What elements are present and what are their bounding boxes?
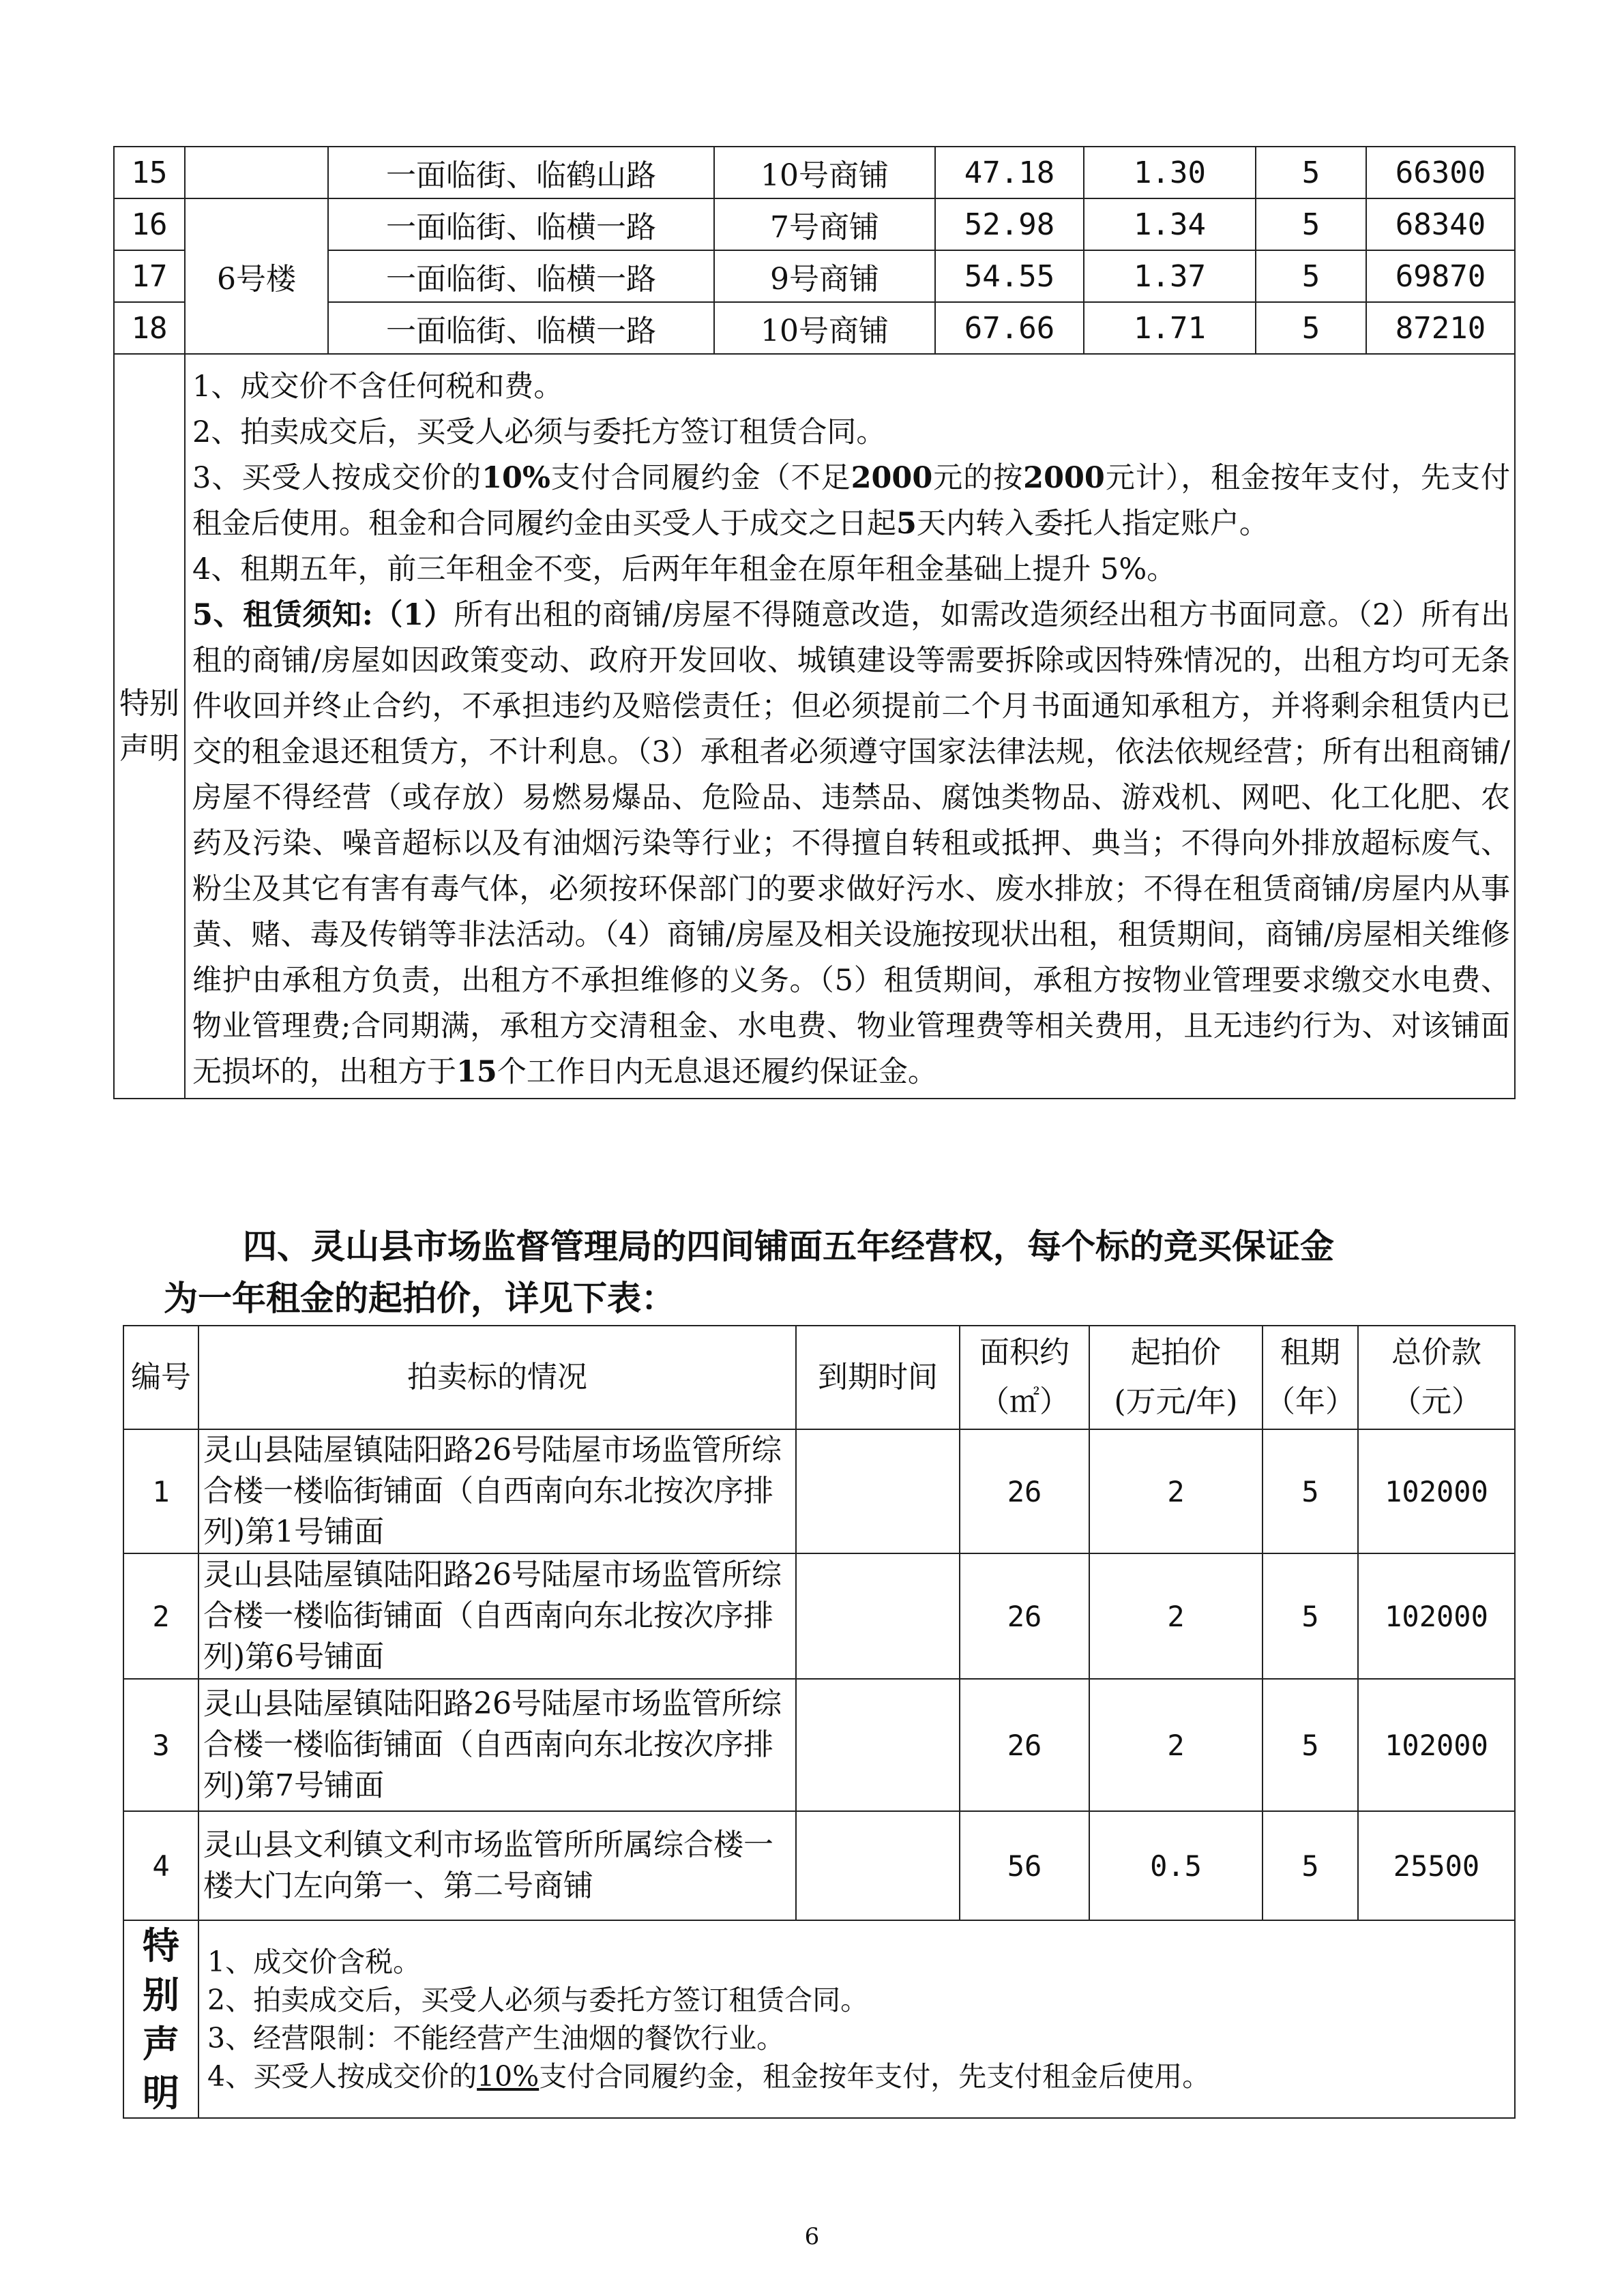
term-cell: 5 bbox=[1263, 1679, 1358, 1811]
price-cell: 1.34 bbox=[1084, 198, 1256, 250]
header-area-line2: （㎡） bbox=[979, 1384, 1069, 1419]
note-2: 2、拍卖成交后，买受人必须与委托方签订租赁合同。 bbox=[192, 415, 886, 449]
header-total bbox=[1358, 1326, 1515, 1429]
note-3-part: 3、买受人按成交价的 bbox=[192, 461, 482, 495]
situation-cell: 一面临街、临鹤山路 bbox=[328, 147, 714, 198]
area-cell: 52.98 bbox=[935, 198, 1084, 250]
header-price-line1: 起拍价 bbox=[1131, 1335, 1221, 1370]
table-row bbox=[123, 1553, 1515, 1679]
description-cell: 灵山县陆屋镇陆阳路26号陆屋市场监管所综合楼一楼临街铺面（自西南向东北按次序排列)第6号铺面 bbox=[198, 1553, 796, 1679]
term-cell: 5 bbox=[1263, 1429, 1358, 1553]
term-cell: 5 bbox=[1256, 147, 1366, 198]
row-number: 16 bbox=[114, 198, 185, 250]
row-number: 4 bbox=[123, 1811, 198, 1920]
building-cell-empty bbox=[185, 147, 328, 198]
note-4-part: 4、买受人按成交价的 bbox=[207, 2060, 477, 2093]
special-notes-label-text: 特别声明 bbox=[119, 686, 179, 766]
table-row bbox=[114, 198, 1515, 250]
note-3-bold: 2000 bbox=[1023, 461, 1105, 495]
section-heading bbox=[164, 1221, 1460, 1324]
header-situation: 拍卖标的情况 bbox=[198, 1326, 796, 1429]
header-total-line2: （元） bbox=[1391, 1384, 1481, 1419]
section-heading-line-1: 四、灵山县市场监督管理局的四间铺面五年经营权，每个标的竞买保证金 bbox=[243, 1226, 1334, 1266]
note-3-bold: 2000 bbox=[851, 461, 933, 495]
total-cell: 69870 bbox=[1366, 250, 1515, 302]
total-cell: 25500 bbox=[1358, 1811, 1515, 1920]
price-cell: 1.37 bbox=[1084, 250, 1256, 302]
row-number: 1 bbox=[123, 1429, 198, 1553]
rental-table-continued bbox=[113, 146, 1516, 1099]
header-term-line1: 租期 bbox=[1280, 1335, 1340, 1370]
expiry-cell bbox=[796, 1429, 960, 1553]
term-cell: 5 bbox=[1256, 250, 1366, 302]
building-cell: 6号楼 bbox=[185, 198, 328, 354]
area-cell: 47.18 bbox=[935, 147, 1084, 198]
header-total-line1: 总价款 bbox=[1391, 1335, 1481, 1370]
area-cell: 26 bbox=[960, 1679, 1089, 1811]
expiry-cell bbox=[796, 1679, 960, 1811]
header-row bbox=[123, 1326, 1515, 1429]
note-5-bold: 5、租赁须知:（1） bbox=[192, 598, 454, 632]
row-number: 2 bbox=[123, 1553, 198, 1679]
note-4-part: 支付合同履约金，租金按年支付，先支付租金后使用。 bbox=[539, 2060, 1211, 2093]
price-cell: 2 bbox=[1089, 1553, 1263, 1679]
special-notes-label bbox=[114, 354, 185, 1099]
label-char: 特 bbox=[143, 1924, 179, 1967]
note-3-bold: 10% bbox=[482, 461, 550, 495]
total-cell: 102000 bbox=[1358, 1553, 1515, 1679]
expiry-cell bbox=[796, 1553, 960, 1679]
description-cell: 灵山县陆屋镇陆阳路26号陆屋市场监管所综合楼一楼临街铺面（自西南向东北按次序排列)第7号铺面 bbox=[198, 1679, 796, 1811]
total-cell: 102000 bbox=[1358, 1429, 1515, 1553]
shop-cell: 9号商铺 bbox=[714, 250, 935, 302]
note-4 bbox=[207, 2057, 1509, 2096]
term-cell: 5 bbox=[1263, 1811, 1358, 1920]
auction-table bbox=[123, 1325, 1516, 2119]
header-term-line2: （年） bbox=[1265, 1384, 1355, 1419]
expiry-cell bbox=[796, 1811, 960, 1920]
header-price-line2: (万元/年) bbox=[1114, 1384, 1238, 1419]
header-price bbox=[1089, 1326, 1263, 1429]
area-cell: 67.66 bbox=[935, 302, 1084, 354]
situation-cell: 一面临街、临横一路 bbox=[328, 198, 714, 250]
total-cell: 66300 bbox=[1366, 147, 1515, 198]
total-cell: 87210 bbox=[1366, 302, 1515, 354]
price-cell: 2 bbox=[1089, 1679, 1263, 1811]
special-notes-label bbox=[123, 1920, 198, 2118]
special-notes-row bbox=[114, 354, 1515, 1099]
header-expiry: 到期时间 bbox=[796, 1326, 960, 1429]
description-cell: 灵山县陆屋镇陆阳路26号陆屋市场监管所综合楼一楼临街铺面（自西南向东北按次序排列)第1号铺面 bbox=[198, 1429, 796, 1553]
area-cell: 26 bbox=[960, 1429, 1089, 1553]
table-row bbox=[123, 1429, 1515, 1553]
term-cell: 5 bbox=[1256, 302, 1366, 354]
label-char: 明 bbox=[143, 2071, 179, 2115]
row-number: 15 bbox=[114, 147, 185, 198]
note-1: 1、成交价不含任何税和费。 bbox=[192, 370, 563, 404]
table-row bbox=[123, 1679, 1515, 1811]
price-cell: 0.5 bbox=[1089, 1811, 1263, 1920]
page-number: 6 bbox=[804, 2223, 820, 2250]
term-cell: 5 bbox=[1263, 1553, 1358, 1679]
note-4: 4、租期五年，前三年租金不变，后两年年租金在原年租金基础上提升 5%。 bbox=[192, 552, 1177, 586]
header-area bbox=[960, 1326, 1089, 1429]
area-cell: 54.55 bbox=[935, 250, 1084, 302]
section-heading-line-2: 为一年租金的起拍价，详见下表： bbox=[164, 1278, 675, 1318]
special-notes-row bbox=[123, 1920, 1515, 2118]
note-3-part: 元的按 bbox=[932, 461, 1024, 495]
situation-cell: 一面临街、临横一路 bbox=[328, 250, 714, 302]
shop-cell: 10号商铺 bbox=[714, 147, 935, 198]
situation-cell: 一面临街、临横一路 bbox=[328, 302, 714, 354]
area-cell: 26 bbox=[960, 1553, 1089, 1679]
term-cell: 5 bbox=[1256, 198, 1366, 250]
price-cell: 2 bbox=[1089, 1429, 1263, 1553]
special-notes-text bbox=[198, 1920, 1515, 2118]
note-3-part: 支付合同履约金（不足 bbox=[550, 461, 851, 495]
price-cell: 1.71 bbox=[1084, 302, 1256, 354]
total-cell: 102000 bbox=[1358, 1679, 1515, 1811]
note-2: 2、拍卖成交后，买受人必须与委托方签订租赁合同。 bbox=[207, 1984, 869, 2016]
header-area-line1: 面积约 bbox=[979, 1335, 1069, 1370]
note-3-bold: 5 bbox=[896, 507, 917, 541]
area-cell: 56 bbox=[960, 1811, 1089, 1920]
note-3-part: 天内转入委托人指定账户。 bbox=[916, 507, 1269, 541]
note-3-part: 元计），租金按年支付，先支付租金后使用。租金和合同履约金由买受人于成交之日起 bbox=[192, 461, 1511, 541]
header-no: 编号 bbox=[123, 1326, 198, 1429]
table-row bbox=[114, 147, 1515, 198]
description-cell: 灵山县文利镇文利市场监管所所属综合楼一楼大门左向第一、第二号商铺 bbox=[198, 1811, 796, 1920]
note-4-underlined: 10% bbox=[477, 2060, 540, 2093]
table-row bbox=[123, 1811, 1515, 1920]
note-3 bbox=[192, 456, 1510, 547]
note-5-part: 所有出租的商铺/房屋不得随意改造，如需改造须经出租方书面同意。（2）所有出租的商铺/房屋如因政策变动、政府开发回收、城镇建设等需要拆除或因特殊情况的，出租方均可无条件收回并终止合约，不承担违约及赔偿责任；但必须提前二个月书面通知承租方，并将剩余租赁内已交的租金退还租赁方，不计利息。（3）承租者必须遵守国家法律法规，依法依规经营；所有出租商铺/房屋不得经营（或存放）易燃易爆品、危险品、违禁品、腐蚀类物品、游戏机、网吧、化工化肥、农药及污染、噪音超标以及有油烟污染等行业；不得擅自转租或抵押、典当；不得向外排放超标废气、粉尘及其它有害有毒气体，必须按环保部门的要求做好污水、废水排放；不得在租赁商铺/房屋内从事黄、赌、毒及传销等非法活动。（4）商铺/房屋及相关设施按现状出租，租赁期间，商铺/房屋相关维修维护由承租方负责，出租方不承担维修的义务。（5）租赁期间，承租方按物业管理要求缴交水电费、物业管理费;合同期满，承租方交清租金、水电费、物业管理费等相关费用，且无违约行为、对该铺面无损坏的，出租方于 bbox=[192, 598, 1510, 1089]
note-1: 1、成交价含税。 bbox=[207, 1945, 422, 1978]
note-5-part: 个工作日内无息退还履约保证金。 bbox=[497, 1055, 937, 1089]
label-char: 声 bbox=[143, 2022, 179, 2066]
note-5-bold: 15 bbox=[456, 1055, 497, 1089]
shop-cell: 10号商铺 bbox=[714, 302, 935, 354]
label-char: 别 bbox=[143, 1973, 179, 2016]
note-5 bbox=[192, 593, 1510, 1095]
total-cell: 68340 bbox=[1366, 198, 1515, 250]
special-notes-text bbox=[185, 354, 1515, 1099]
header-term bbox=[1263, 1326, 1358, 1429]
note-3: 3、经营限制：不能经营产生油烟的餐饮行业。 bbox=[207, 2022, 785, 2055]
price-cell: 1.30 bbox=[1084, 147, 1256, 198]
row-number: 17 bbox=[114, 250, 185, 302]
shop-cell: 7号商铺 bbox=[714, 198, 935, 250]
row-number: 3 bbox=[123, 1679, 198, 1811]
row-number: 18 bbox=[114, 302, 185, 354]
